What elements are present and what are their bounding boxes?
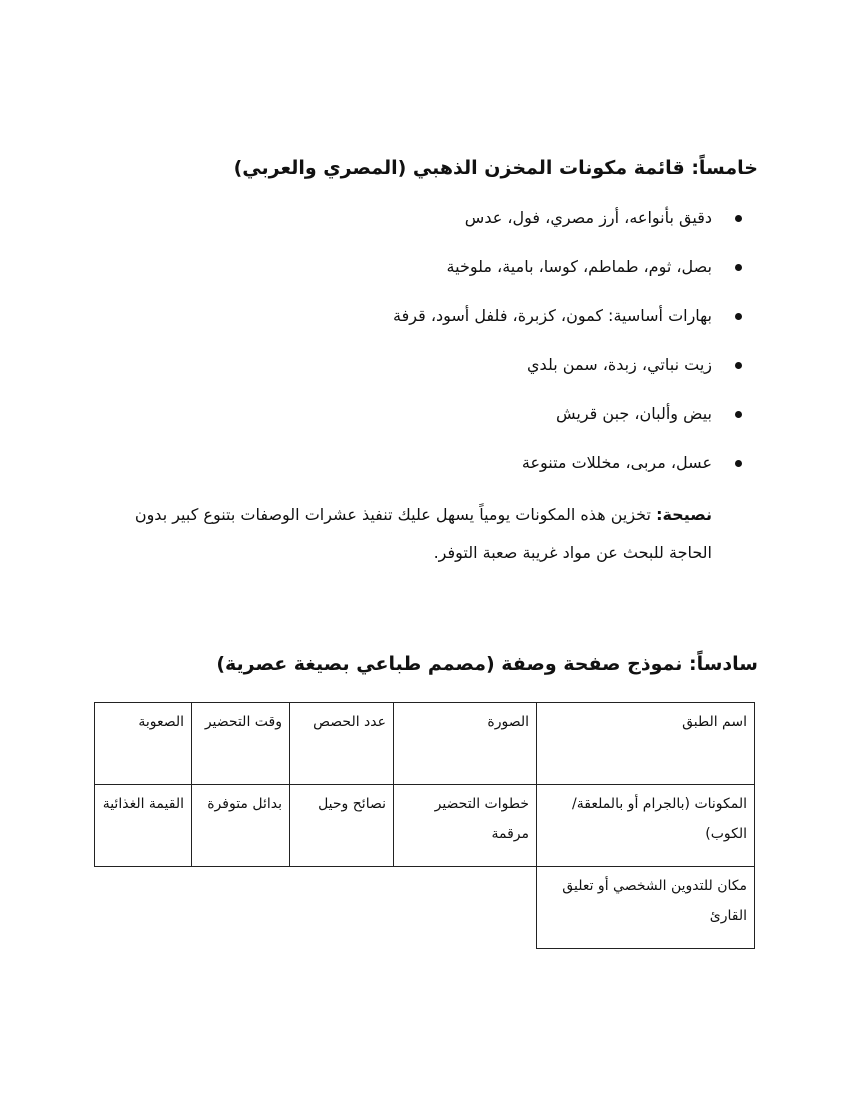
list-item (393, 401, 742, 450)
list-item-text: بيض وألبان، جبن قريش (555, 404, 712, 423)
table-cell: القيمة الغذائية (95, 785, 192, 867)
table-cell: اسم الطبق (537, 703, 755, 785)
table-cell: مكان للتدوين الشخصي أو تعليق القارئ (537, 867, 755, 949)
bullet-icon (735, 411, 742, 418)
bullet-icon (735, 215, 742, 222)
bullet-icon (735, 460, 742, 467)
empty-space (95, 867, 537, 949)
table-row (95, 867, 755, 949)
section-6-number: سادساً: (689, 653, 758, 675)
bullet-icon (735, 313, 742, 320)
pantry-list (393, 205, 742, 499)
tip-text: تخزين هذه المكونات يومياً يسهل عليك تنفيذ عشرات الوصفات بتنوع كبير بدون الحاجة للبحث عن مواد غريبة صعبة التوفر. (134, 505, 712, 562)
list-item (393, 352, 742, 401)
section-6-heading: نموذج صفحة وصفة (مصمم طباعي بصيغة عصرية) (216, 653, 683, 675)
table-cell: الصورة (394, 703, 537, 785)
table-cell: خطوات التحضير مرقمة (394, 785, 537, 867)
list-item-text: زيت نباتي، زبدة، سمن بلدي (527, 355, 712, 374)
table-cell: بدائل متوفرة (192, 785, 290, 867)
list-item (393, 450, 742, 499)
section-5-heading: قائمة مكونات المخزن الذهبي (المصري والعربي) (233, 157, 685, 179)
bullet-icon (735, 362, 742, 369)
recipe-template-table (94, 702, 755, 949)
list-item-text: دقيق بأنواعه، أرز مصري، فول، عدس (464, 208, 712, 227)
list-item-text: بصل، ثوم، طماطم، كوسا، بامية، ملوخية (446, 257, 712, 276)
list-item-text: بهارات أساسية: كمون، كزبرة، فلفل أسود، قرفة (393, 306, 712, 325)
list-item (393, 205, 742, 254)
table-cell: الصعوبة (95, 703, 192, 785)
table-cell: وقت التحضير (192, 703, 290, 785)
bullet-icon (735, 264, 742, 271)
list-item (393, 254, 742, 303)
table-cell: نصائح وحيل (290, 785, 394, 867)
table-row (95, 785, 755, 867)
table-cell: المكونات (بالجرام أو بالملعقة/الكوب) (537, 785, 755, 867)
table-cell: عدد الحصص (290, 703, 394, 785)
list-item (393, 303, 742, 352)
table-row (95, 703, 755, 785)
section-5-title (234, 155, 758, 181)
tip-paragraph (112, 496, 712, 572)
section-6-title (216, 651, 758, 677)
tip-label: نصيحة: (656, 505, 712, 524)
list-item-text: عسل، مربى، مخللات متنوعة (521, 453, 712, 472)
section-5-number: خامساً: (691, 157, 758, 179)
